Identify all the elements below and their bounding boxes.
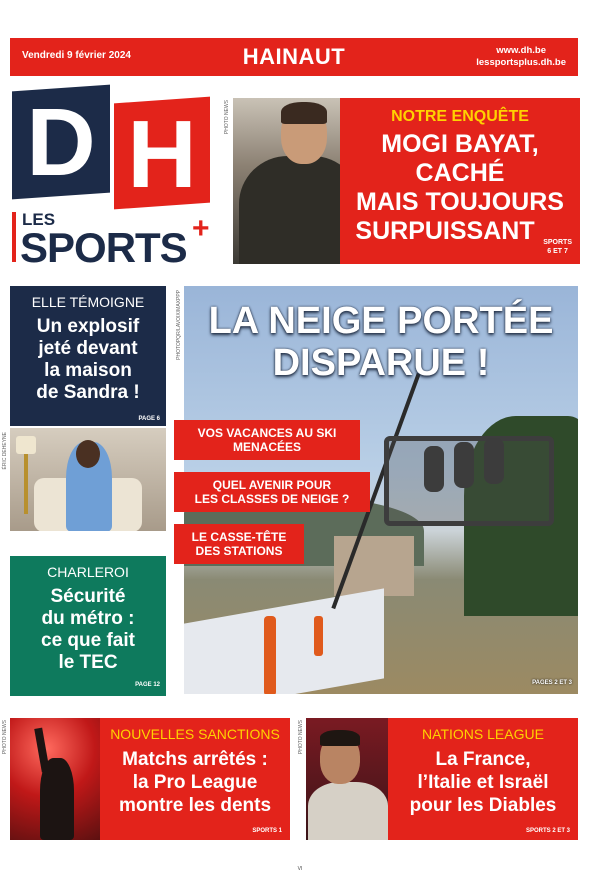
sanctions-kicker: NOUVELLES SANCTIONS <box>110 726 280 742</box>
skier <box>424 446 444 492</box>
snow-strip <box>184 588 384 694</box>
main-headline: LA NEIGE PORTÉE DISPARUE ! <box>208 300 554 384</box>
photo-credit: ÉRIC DEHEYNE <box>2 432 8 470</box>
temoigne-headline: Un explosif jeté devant la maison de Sandra ! <box>36 316 140 403</box>
enquete-kicker: NOTRE ENQUÊTE <box>391 108 529 125</box>
photo-credit: PHOTO NEWS <box>298 720 304 755</box>
logo-sports: SPORTS <box>20 224 187 271</box>
page-reference: SPORTS 6 ET 7 <box>543 239 572 255</box>
person-body <box>308 782 388 840</box>
photo-credit: PHOTO NEWS <box>224 100 230 135</box>
enquete-headline: MOGI BAYAT, CACHÉ MAIS TOUJOURS SURPUISSANT <box>355 130 564 245</box>
sanctions-headline: Matchs arrêtés : la Pro League montre les dents <box>118 749 272 816</box>
temoigne-kicker: ELLE TÉMOIGNE <box>31 294 145 310</box>
sanctions-teaser[interactable] <box>100 718 290 840</box>
page-reference: PAGE 12 <box>135 682 160 688</box>
page-reference: SPORTS 1 <box>252 828 282 834</box>
page-reference: PAGE 6 <box>138 416 160 422</box>
charleroi-kicker: CHARLEROI <box>47 564 129 580</box>
tag-stations[interactable]: LE CASSE-TÊTE DES STATIONS <box>174 524 304 564</box>
temoigne-teaser[interactable] <box>10 286 166 426</box>
lamp-shade <box>16 436 36 454</box>
person-hair <box>281 102 327 124</box>
logo-les: LES <box>22 210 56 229</box>
lamp-stem <box>24 454 28 514</box>
header-band <box>10 38 578 76</box>
website-urls[interactable] <box>476 45 566 69</box>
logo-letter-d: D <box>12 85 110 200</box>
url-sports[interactable]: lessportsplus.dh.be <box>476 57 566 68</box>
person-silhouette <box>40 758 74 840</box>
logo-accent-bar <box>12 212 16 262</box>
logo-plus: + <box>192 212 210 245</box>
page-reference: SPORTS 2 ET 3 <box>525 828 570 834</box>
region-title: HAINAUT <box>242 44 346 69</box>
charleroi-teaser[interactable] <box>10 556 166 696</box>
url-main[interactable]: www.dh.be <box>496 45 547 56</box>
charleroi-headline: Sécurité du métro : ce que fait le TEC <box>41 586 135 673</box>
person-hair <box>320 730 360 746</box>
orange-pole <box>314 616 323 656</box>
photo-credit: PHOTO NEWS <box>2 720 8 755</box>
nations-photo[interactable] <box>306 718 390 840</box>
page-folio: VI <box>297 866 303 872</box>
sanctions-photo[interactable] <box>10 718 102 840</box>
logo-letter-h: H <box>114 97 210 210</box>
photo-credit: PHOTOPQR/LAVOIX/MAXPPP <box>176 290 182 360</box>
enquete-teaser[interactable] <box>340 98 580 264</box>
nations-kicker: NATIONS LEAGUE <box>422 726 544 742</box>
nations-teaser[interactable] <box>388 718 578 840</box>
person-head <box>76 440 100 468</box>
orange-pole <box>264 616 276 694</box>
skier <box>484 438 504 484</box>
tag-snow-classes[interactable]: QUEL AVENIR POUR LES CLASSES DE NEIGE ? <box>174 472 370 512</box>
tag-ski-holidays[interactable]: VOS VACANCES AU SKI MENACÉES <box>174 420 360 460</box>
skier <box>454 442 474 488</box>
nations-headline: La France, l’Italie et Israël pour les Diables <box>409 749 557 816</box>
temoigne-photo[interactable] <box>10 428 166 531</box>
edition-date: Vendredi 9 février 2024 <box>22 50 131 61</box>
page-reference: PAGES 2 ET 3 <box>532 680 572 686</box>
